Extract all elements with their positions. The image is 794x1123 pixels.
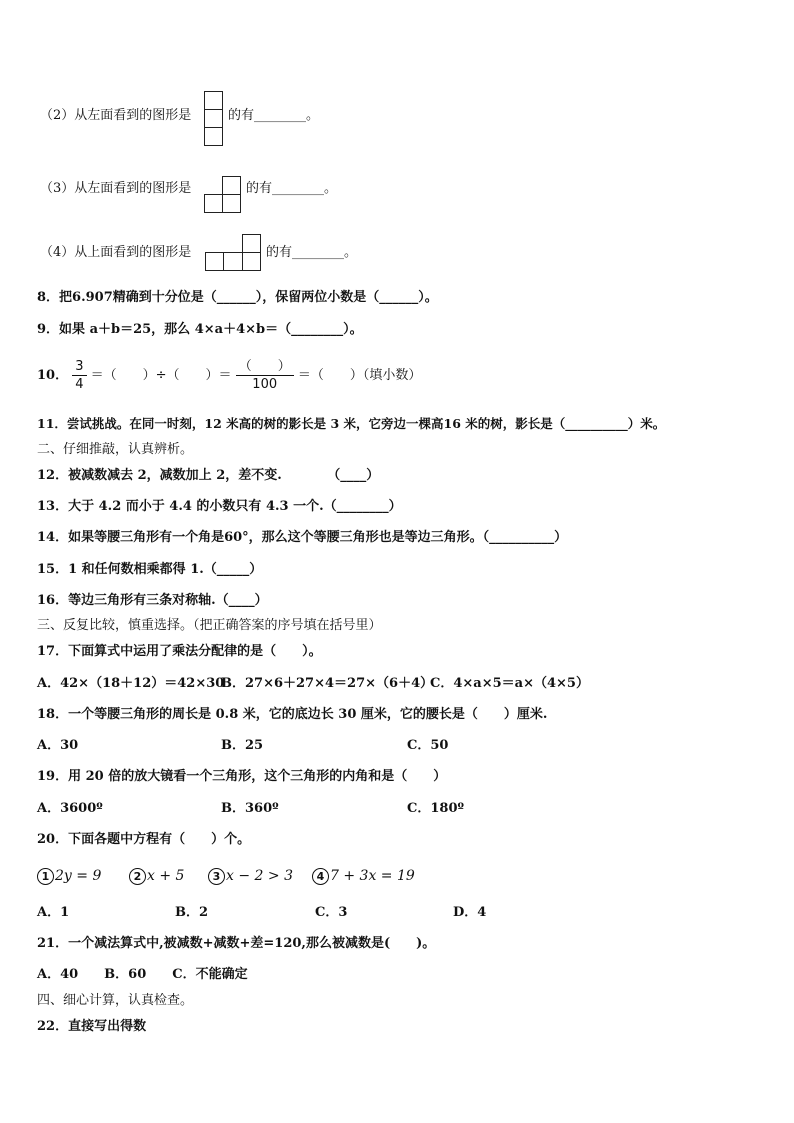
q7-item2-post: 的有________。: [228, 108, 320, 123]
q18-option-a: A．30: [37, 738, 79, 753]
question-8: 8．把6.907精确到十分位是（______），保留两位小数是（______）。: [37, 290, 438, 305]
view-figure-top: [205, 234, 261, 271]
q20-equation-4: 4 7 + 3x = 19: [312, 867, 415, 886]
q7-item2-post-line: [228, 107, 319, 125]
q7-item4-post: 的有________。: [266, 245, 358, 260]
view-figure-column: [204, 91, 223, 146]
q20-option-b: B．2: [175, 905, 209, 920]
question-14: 14．如果等腰三角形有一个角是60°，那么这个等腰三角形也是等边三角形。（__________）: [37, 530, 568, 545]
q18-option-c: C．50: [407, 738, 449, 753]
q7-item3-post-line: [246, 180, 337, 198]
q7-item4: [40, 244, 191, 262]
q7-item3-pre: （3）从左面看到的图形是: [40, 181, 192, 196]
question-15: 15．1 和任何数相乘都得 1.（_____）: [37, 562, 263, 577]
section-4-heading: 四、细心计算，认真检查。: [37, 993, 194, 1008]
question-12: 12．被减数减去 2，减数加上 2，差不变. （____）: [37, 468, 380, 483]
question-18: 18．一个等腰三角形的周长是 0.8 米，它的底边长 30 厘米，它的腰长是（ ）厘米.: [37, 707, 548, 722]
q20-option-d: D．4: [453, 905, 487, 920]
question-13: 13．大于 4.2 而小于 4.4 的小数只有 4.3 一个.（________）: [37, 499, 402, 514]
question-21: 21．一个减法算式中,被减数+减数+差=120,那么被减数是( )。: [37, 936, 436, 951]
q20-option-a: A．1: [37, 905, 70, 920]
q18-option-b: B．25: [221, 738, 264, 753]
q7-item2: [40, 107, 191, 125]
circled-number-4: 4: [312, 868, 329, 885]
q17-option-b: B．27×6＋27×4＝27×（6＋4）: [221, 676, 434, 691]
question-11: 11．尝试挑战。在同一时刻，12 米高的树的影长是 3 米，它旁边一棵高16 米的树，影长是（__________）米。: [37, 416, 666, 431]
circled-number-1: 1: [37, 868, 54, 885]
question-16: 16．等边三角形有三条对称轴.（____）: [37, 593, 268, 608]
fraction-over-100: $\frac{( )}{100}$: [236, 358, 294, 393]
q7-item2-pre: （2）从左面看到的图形是: [40, 108, 192, 123]
fraction-three-quarters: $\frac{3}{4}$: [72, 358, 86, 393]
view-figure-l-shape: [204, 176, 241, 213]
q20-equation-1: 1 2y = 9: [37, 867, 101, 886]
section-2-heading: 二、仔细推敲，认真辨析。: [37, 442, 194, 457]
q7-item3-post: 的有________。: [246, 181, 338, 196]
circled-number-3: 3: [208, 868, 225, 885]
q19-option-b: B．360º: [221, 801, 279, 816]
q20-equation-2: 2 x + 5: [129, 867, 184, 886]
q7-item4-post-line: [266, 244, 357, 262]
q17-option-a: A．42×（18＋12）＝42×30: [37, 676, 225, 691]
q19-option-c: C．180º: [407, 801, 464, 816]
question-10: [37, 354, 421, 398]
question-20: 20．下面各题中方程有（ ）个。: [37, 832, 251, 847]
section-3-heading: 三、反复比较，慎重选择。（把正确答案的序号填在括号里）: [37, 618, 382, 633]
circled-number-2: 2: [129, 868, 146, 885]
question-10-num: 10．: [37, 368, 69, 383]
q17-option-c: C．4×a×5＝a×（4×5）: [430, 676, 589, 691]
q7-item4-pre: （4）从上面看到的图形是: [40, 245, 192, 260]
q21-options: A．40 B．60 C．不能确定: [37, 967, 248, 982]
question-10-mid: ＝（ ）÷（ ）＝: [90, 368, 232, 383]
q20-equation-3: 3 x − 2 > 3: [208, 867, 293, 886]
question-9: 9．如果 a＋b＝25，那么 4×a＋4×b＝（________）。: [37, 322, 363, 337]
q19-option-a: A．3600º: [37, 801, 103, 816]
question-22: 22．直接写出得数: [37, 1019, 147, 1034]
question-17: 17．下面算式中运用了乘法分配律的是（ ）。: [37, 644, 322, 659]
question-10-tail: ＝（ ）（填小数）: [297, 368, 422, 383]
question-19: 19．用 20 倍的放大镜看一个三角形，这个三角形的内角和是（ ）: [37, 769, 447, 784]
q20-option-c: C．3: [315, 905, 348, 920]
q7-item3: [40, 180, 191, 198]
